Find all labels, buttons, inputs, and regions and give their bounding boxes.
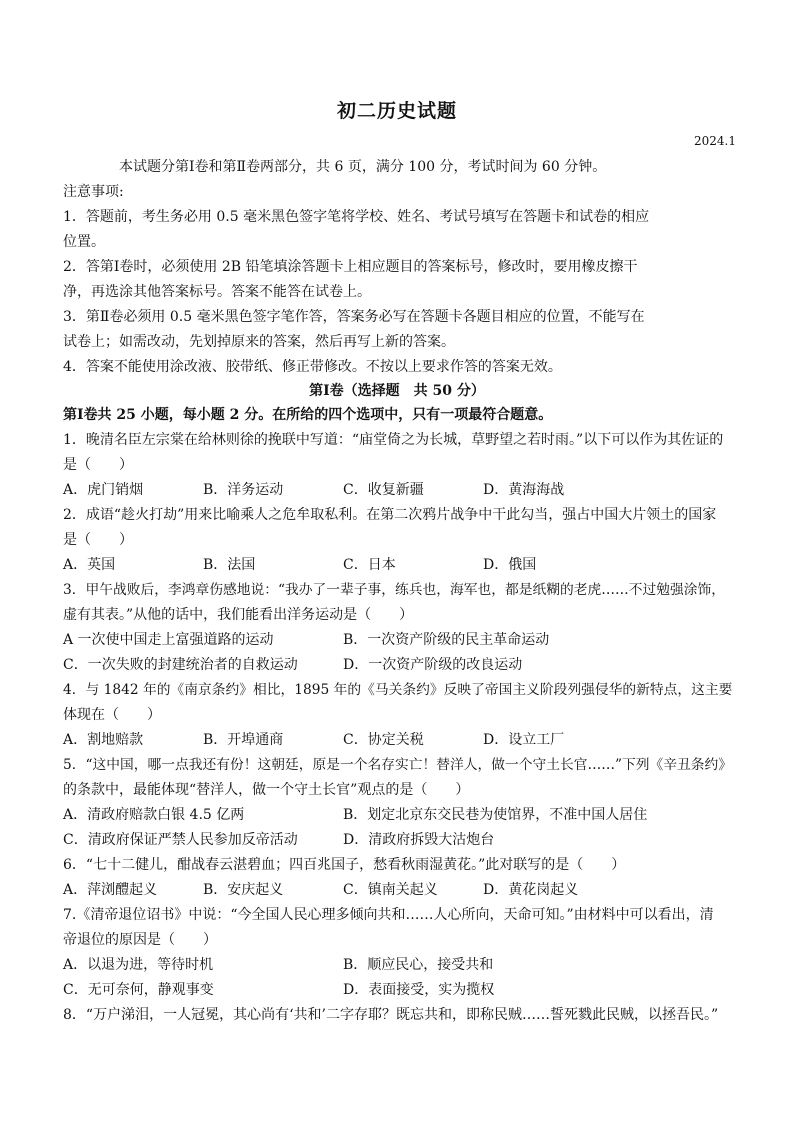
- q4-option-d: D．设立工厂: [483, 732, 565, 748]
- q4-option-c: C．协定关税: [343, 732, 424, 748]
- exam-date: 2024.1: [694, 134, 736, 148]
- q7-option-c: C．无可奈何，静观事变: [63, 982, 214, 998]
- q3-option-b: B．一次资产阶级的民主革命运动: [343, 632, 550, 648]
- q3-stem-line-2: 虚有其表。”从他的话中，我们能看出洋务运动是（ ）: [63, 607, 414, 623]
- q5-stem-line-2: 的条款中，最能体现“替洋人，做一个守土长官”观点的是（ ）: [63, 782, 470, 798]
- note-1-line-1: 1．答题前，考生务必用 0.5 毫米黑色签字笔将学校、姓名、考试号填写在答题卡和试卷的相应: [63, 209, 650, 225]
- intro-text: 本试题分第Ⅰ卷和第Ⅱ卷两部分，共 6 页，满分 100 分，考试时间为 60 分钟。: [119, 159, 607, 175]
- q6-option-c: C．镇南关起义: [343, 882, 438, 898]
- section-heading: 第Ⅰ卷（选择题 共 50 分）: [309, 383, 485, 399]
- note-3-line-2: 试卷上；如需改动，先划掉原来的答案，然后再写上新的答案。: [63, 334, 455, 350]
- q7-option-a: A．以退为进，等待时机: [63, 957, 214, 973]
- q3-option-c: C．一次失败的封建统治者的自救运动: [63, 657, 298, 673]
- note-1-line-2: 位置。: [63, 234, 105, 250]
- q2-option-a: A．英国: [63, 557, 116, 573]
- notes-heading: 注意事项:: [63, 184, 124, 200]
- q7-stem-line-2: 帝退位的原因是（ ）: [63, 932, 217, 948]
- q6-stem: 6．“七十二健儿，酣战春云湛碧血；四百兆国子，愁看秋雨湿黄花。”此对联写的是（ ）: [63, 857, 626, 873]
- q3-stem-line-1: 3．甲午战败后，李鸿章伤感地说：“我办了一辈子事，练兵也，海军也，都是纸糊的老虎……不过勉强涂饰，: [63, 582, 726, 598]
- q1-option-a: A．虎门销烟: [63, 482, 144, 498]
- q5-option-b: B．划定北京东交民巷为使馆界，不准中国人居住: [343, 807, 648, 823]
- q7-stem-line-1: 7.《清帝退位诏书》中说：“今全国人民心理多倾向共和……人心所向，天命可知。”由材料中可以看出，清: [63, 907, 714, 923]
- q2-stem-line-2: 是（ ）: [63, 532, 133, 548]
- q6-option-b: B．安庆起义: [203, 882, 284, 898]
- q1-stem-line-2: 是（ ）: [63, 457, 133, 473]
- q5-option-a: A．清政府赔款白银 4.5 亿两: [63, 807, 245, 823]
- q4-option-a: A．割地赔款: [63, 732, 144, 748]
- q4-stem-line-2: 体现在（ ）: [63, 707, 161, 723]
- q1-stem-line-1: 1．晚清名臣左宗棠在给林则徐的挽联中写道：“庙堂倚之为长城，草野望之若时雨。”以下可以作为其佐证的: [63, 432, 724, 448]
- note-4: 4．答案不能使用涂改液、胶带纸、修正带修改。不按以上要求作答的答案无效。: [63, 359, 562, 375]
- q5-option-d: D．清政府拆毁大沽炮台: [343, 832, 495, 848]
- note-3-line-1: 3．第Ⅱ卷必须用 0.5 毫米黑色签字笔作答，答案务必写在答题卡各题目相应的位置，不能写在: [63, 309, 645, 325]
- q8-stem-line-1: 8．“万户涕泪，一人冠冕，其心尚有‘共和’二字存耶？既忘共和，即称民贼……誓死戮此民贼，以拯吾民。”: [63, 1007, 719, 1023]
- q5-option-c: C．清政府保证严禁人民参加反帝活动: [63, 832, 298, 848]
- q2-stem-line-1: 2．成语“趁火打劫”用来比喻乘人之危牟取私利。在第二次鸦片战争中干此勾当，强占中国大片领土的国家: [63, 507, 717, 523]
- q4-option-b: B．开埠通商: [203, 732, 284, 748]
- note-2-line-1: 2．答第Ⅰ卷时，必须使用 2B 铅笔填涂答题卡上相应题目的答案标号，修改时，要用橡皮擦干: [63, 259, 638, 275]
- q1-option-c: C．收复新疆: [343, 482, 424, 498]
- q1-option-b: B．洋务运动: [203, 482, 284, 498]
- q2-option-c: C．日本: [343, 557, 396, 573]
- q1-option-d: D．黄海海战: [483, 482, 565, 498]
- q7-option-d: D．表面接受，实为揽权: [343, 982, 495, 998]
- note-2-line-2: 净，再选涂其他答案标号。答案不能答在试卷上。: [63, 284, 371, 300]
- q3-option-d: D．一次资产阶级的改良运动: [343, 657, 523, 673]
- page-title: 初二历史试题: [336, 100, 457, 122]
- q6-option-d: D．黄花岗起义: [483, 882, 579, 898]
- q5-stem-line-1: 5．“这中国，哪一点我还有份！这朝廷，原是一个名存实亡！替洋人，做一个守土长官……”下列《辛丑条约》: [63, 757, 733, 773]
- section-instruction: 第Ⅰ卷共 25 小题，每小题 2 分。在所给的四个选项中，只有一项最符合题意。: [63, 407, 553, 423]
- q3-option-a: A 一次使中国走上富强道路的运动: [63, 632, 274, 648]
- q6-option-a: A．萍浏醴起义: [63, 882, 158, 898]
- q2-option-d: D．俄国: [483, 557, 537, 573]
- q4-stem-line-1: 4．与 1842 年的《南京条约》相比，1895 年的《马关条约》反映了帝国主义阶段列强侵华的新特点，这主要: [63, 682, 733, 698]
- q7-option-b: B．顺应民心，接受共和: [343, 957, 494, 973]
- q2-option-b: B．法国: [203, 557, 256, 573]
